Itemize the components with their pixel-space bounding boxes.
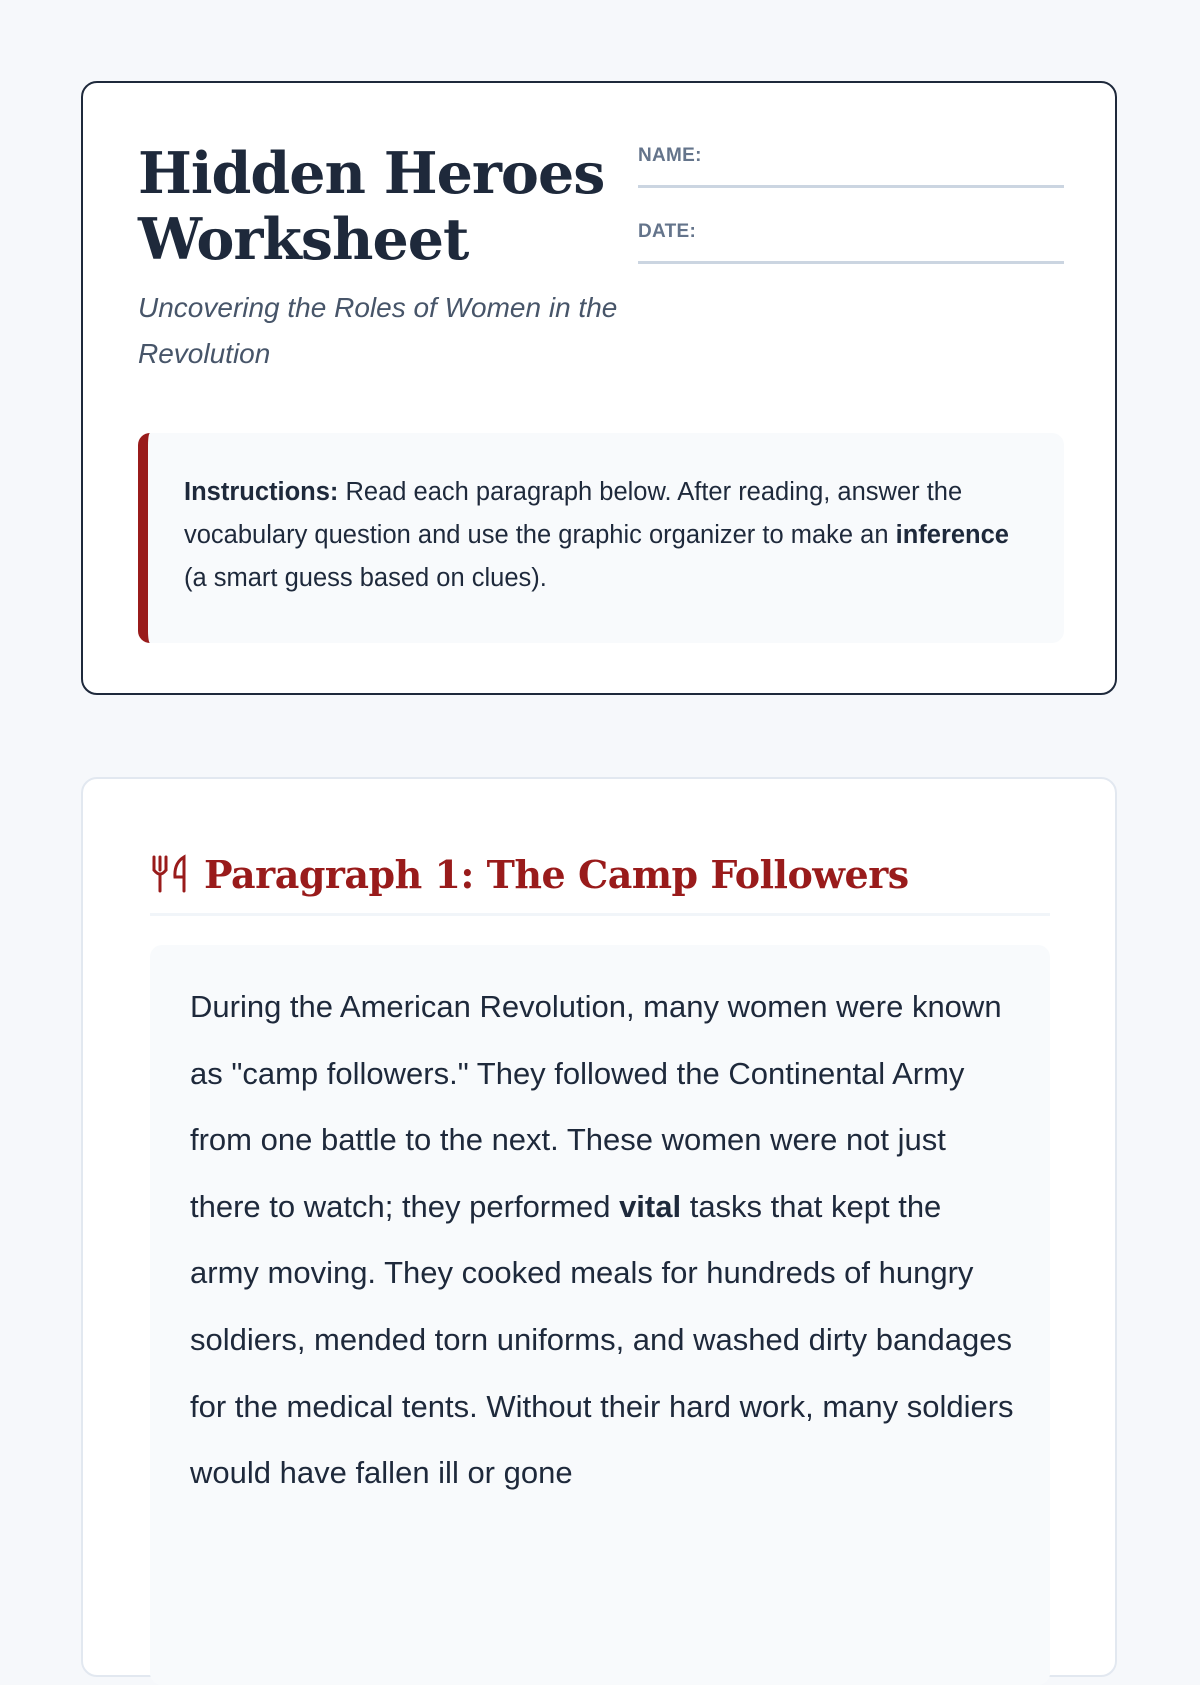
paragraph-1-header — [150, 853, 1050, 916]
paragraph-1-title: Paragraph 1: The Camp Followers — [204, 852, 909, 897]
title-line-2: Worksheet — [138, 206, 469, 273]
paragraph-1-text — [150, 945, 1050, 1685]
page-subtitle: Uncovering the Roles of Women in the Revolution — [138, 292, 618, 369]
vocabulary-word-vital: vital — [619, 1188, 682, 1224]
paragraph-1-text-start: During the American Revolution, many women were known as "camp followers." They followed the Continental Army from one battle to the next. These women were not just there to watch; they performed — [190, 989, 1002, 1224]
name-field-label: NAME: — [638, 145, 702, 166]
paragraph-1-card — [81, 777, 1117, 1677]
instructions-lead: Instructions: — [184, 478, 339, 506]
name-field[interactable] — [638, 145, 1064, 188]
date-field[interactable] — [638, 221, 1064, 264]
title-line-1: Hidden Heroes — [138, 140, 605, 207]
instructions-text-2: (a smart guess based on clues). — [184, 564, 547, 592]
instructions-keyword: inference — [895, 521, 1009, 549]
paragraph-1-text-end: tasks that kept the army moving. They cooked meals for hundreds of hungry soldiers, mended torn uniforms, and washed dirty bandages for the medical tents. Without their hard work, many soldiers would have fallen ill or gone — [190, 1188, 1014, 1491]
fork-knife-icon — [150, 853, 190, 895]
instructions-text-1: Read each paragraph below. After reading, answer the vocabulary question and use the graphic organizer to make an — [184, 478, 963, 549]
date-field-label: DATE: — [638, 221, 697, 242]
instructions-box — [138, 433, 1064, 643]
worksheet-header-card — [81, 81, 1117, 695]
page-title — [138, 141, 604, 273]
